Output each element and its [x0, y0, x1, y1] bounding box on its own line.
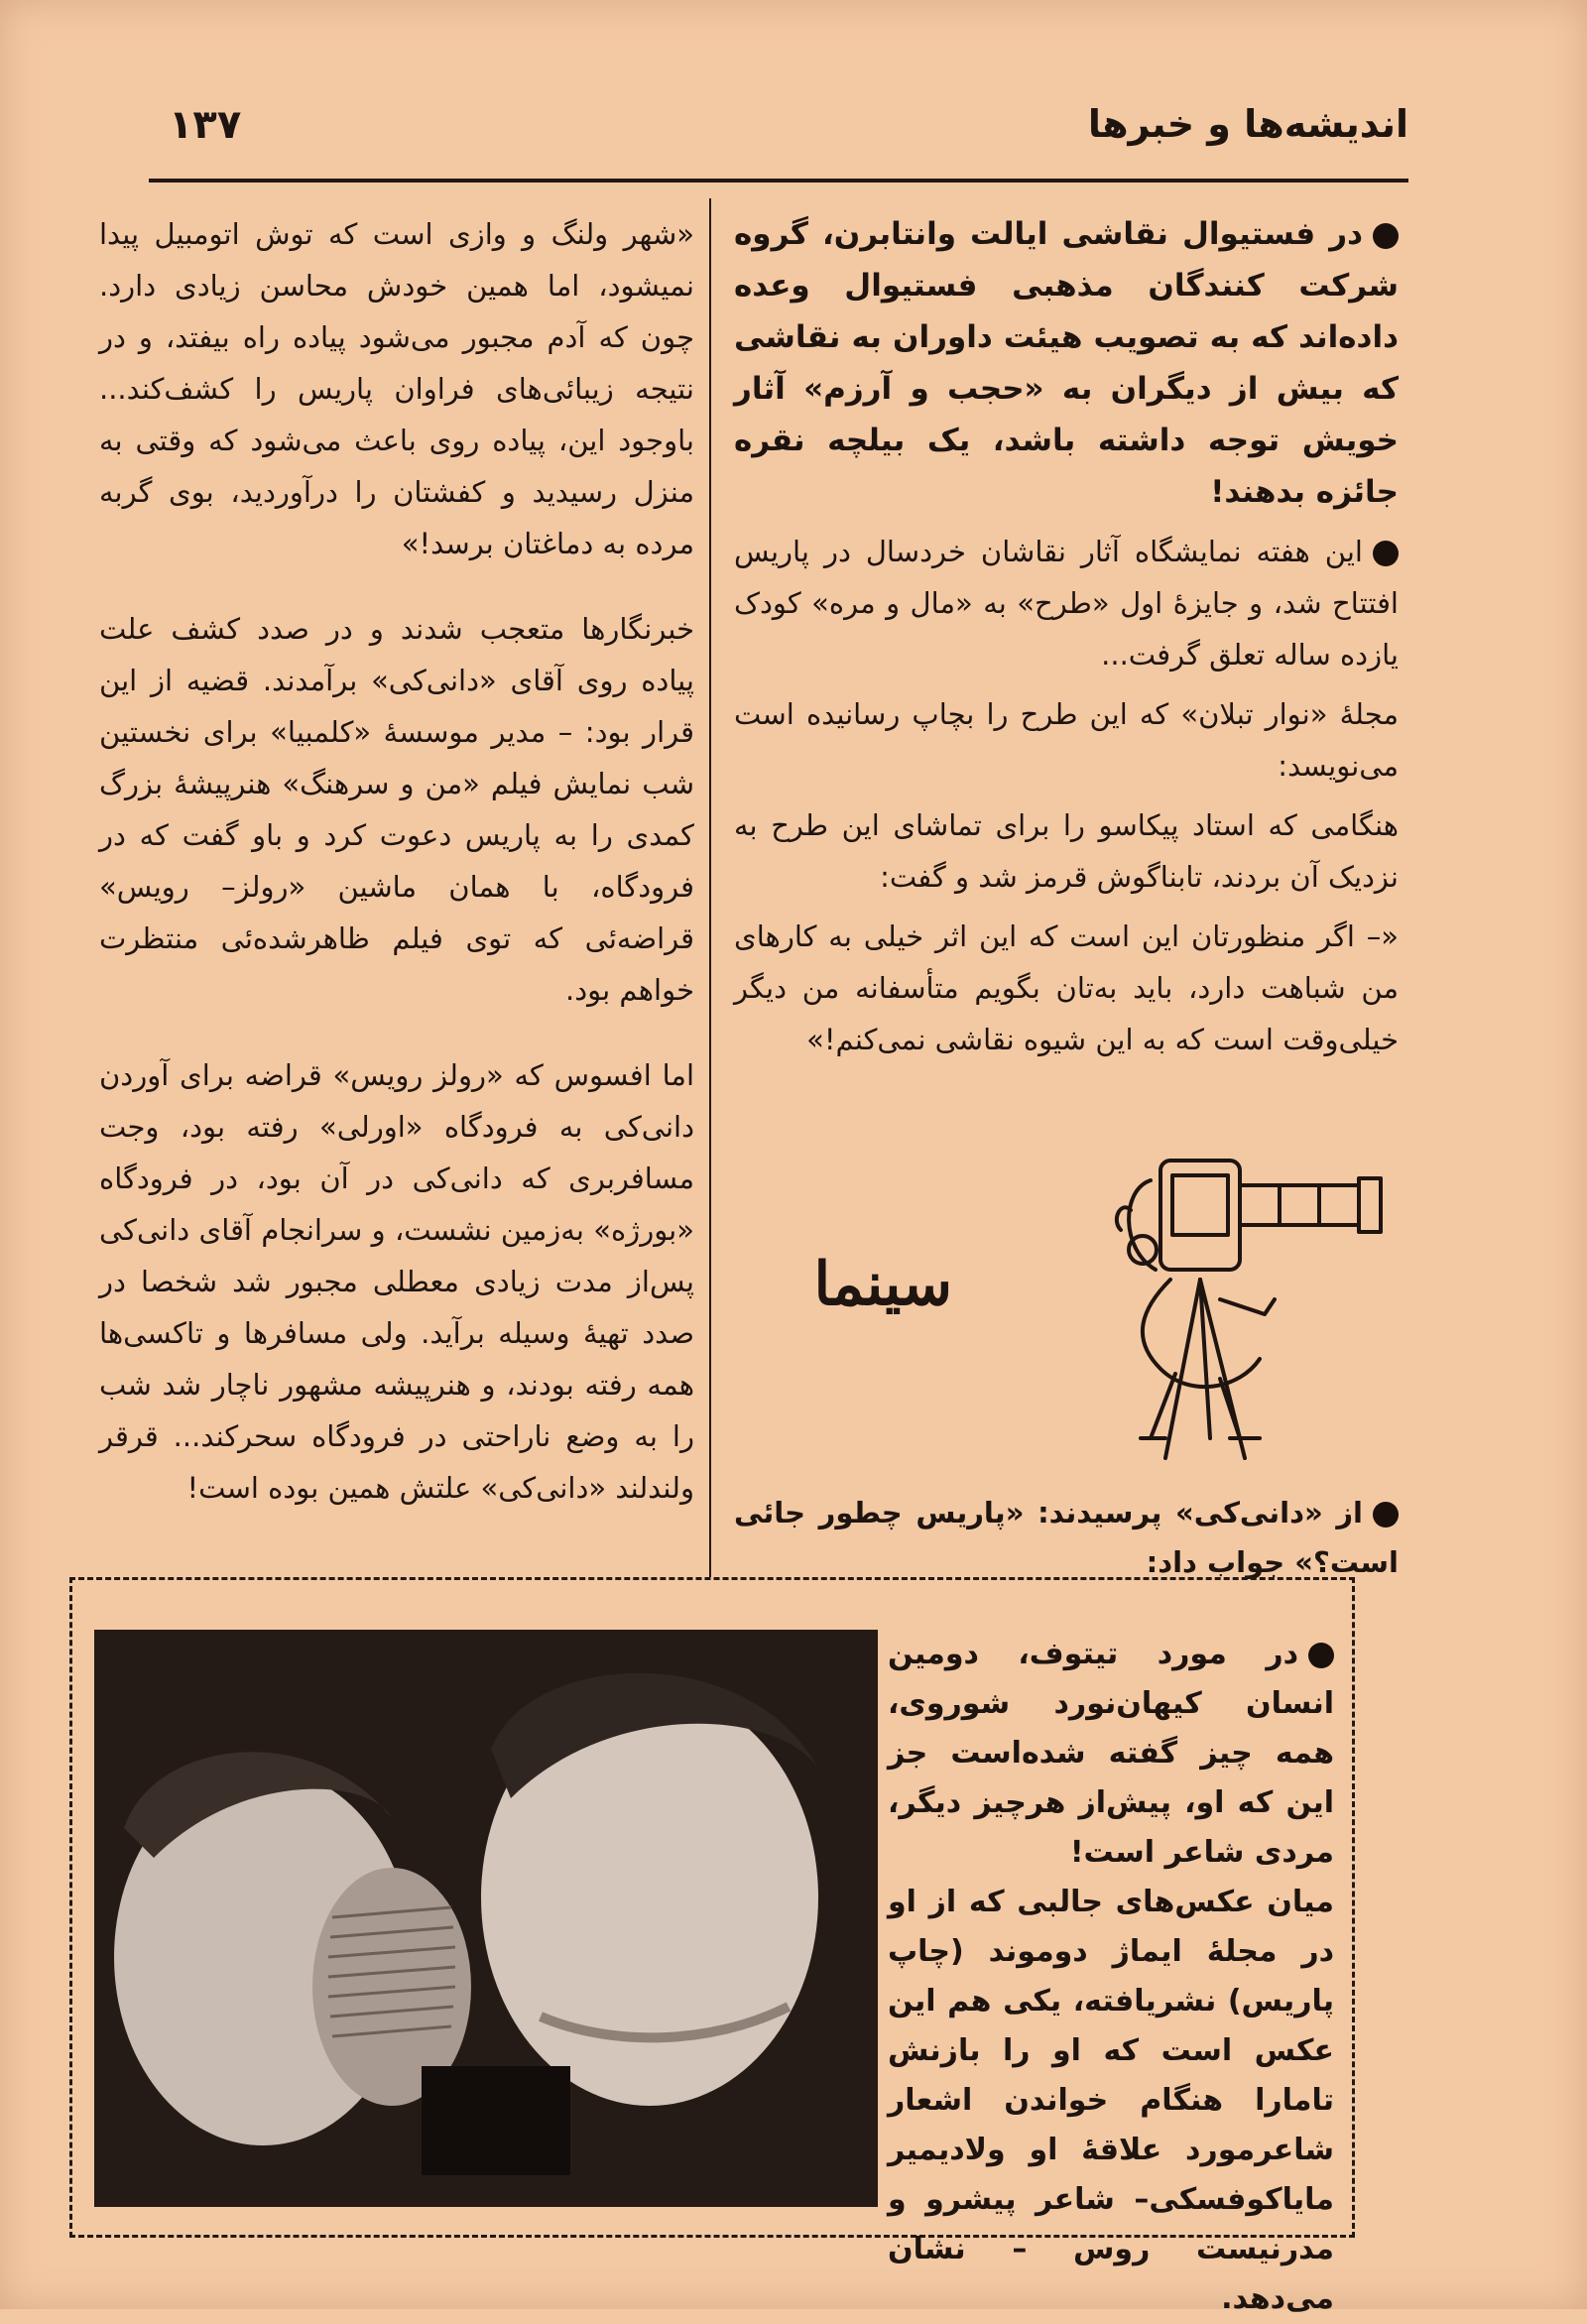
section-title: اندیشه‌ها و خبرها	[1087, 102, 1408, 146]
news-item-festival-text: در فستیوال نقاشی ایالت وانتابرن، گروه شرکت کنندگان مذهبی فستیوال وعده داده‌اند که به تصویب هیئت داوران به نقاشی که بیش از دیگران به «حجب و آرزم» آثار خویش توجه داشته باشد، یک بیلچه نقره جائزه بدهند!	[734, 216, 1399, 510]
paragraph: اما افسوس که «رولز رویس» قراضه برای آوردن دانی‌کی به فرودگاه «اورلی» رفته بود، وجت مسافربری که دانی‌کی در آن بود، در فرودگاه «بورژه» به‌زمین نشست، و سرانجام آقای دانی‌کی پس‌از مدت زیادی معطلی مجبور شد شخصا در صدد تهیهٔ وسیله برآید. ولی مسافرها و تاکسی‌ها همه رفته بودند، و هنرپیشه مشهور ناچار شد شب را به وضع ناراحتی در فرودگاه سحرکند... قرقر ولندلند «دانی‌کی» علتش همین بوده است!	[99, 1058, 694, 1505]
titov-photo	[94, 1630, 878, 2207]
paragraph: هنگامی که استاد پیکاسو را برای تماشای این طرح به نزدیک آن بردند، تابناگوش قرمز شد و گفت:	[734, 808, 1399, 894]
bullet-icon	[1308, 1643, 1334, 1668]
news-item-question-text: از «دانی‌کی» پرسیدند: «پاریس چطور جائی است؟» جواب داد:	[734, 1496, 1399, 1579]
paragraph: مجلهٔ «نوار تبلان» که این طرح را بچاپ رسانیده است می‌نویسد:	[734, 697, 1399, 783]
news-item-exhibition	[734, 526, 1399, 680]
danny-kaye-quote: «شهر ولنگ و وازی است که توش اتومبیل پیدا نمیشود، اما همین خودش محاسن زیادی دارد. چون که آدم مجبور می‌شود پیاده راه بیفتد، و در نتیجه زیبائی‌های فراوان پاریس را کشف‌کند... باوجود این، پیاده روی باعث می‌شود که وقتی به منزل رسیدید و کفشتان را درآوردید، بوی گربه مرده به دماغتان برسد!»	[99, 217, 694, 560]
news-item-question	[734, 1488, 1399, 1587]
column-divider	[709, 198, 711, 1577]
left-column	[99, 208, 694, 1522]
page-number: ۱۳۷	[169, 102, 242, 148]
titov-feature-box	[69, 1577, 1355, 2316]
cinema-section-header	[813, 1141, 1389, 1478]
bullet-icon	[1373, 541, 1399, 566]
news-item-exhibition-text: این هفته نمایشگاه آثار نقاشان خردسال در پاریس افتتاح شد، و جایزهٔ اول «طرح» به «مال و مره» کودک یازده ساله تعلق گرفت...	[734, 535, 1399, 672]
photo-illustration	[94, 1630, 878, 2207]
paragraph: خبرنگارها متعجب شدند و در صدد کشف علت پیاده روی آقای «دانی‌کی» برآمدند. قضیه از این قرار بود: – مدیر موسسهٔ «کلمبیا» برای نخستین شب نمایش فیلم «من و سرهنگ» هنرپیشهٔ بزرگ کمدی را به پاریس دعوت کرد و باو گفت که در فرودگاه، با همان ماشین «رولز– رویس» قراضه‌ئی که توی فیلم ظاهرشده‌ئی منتظرت خواهم بود.	[99, 612, 694, 1007]
right-column	[734, 208, 1399, 1073]
cinema-title: سینما	[813, 1250, 952, 1319]
titov-article	[888, 1630, 1334, 2324]
picasso-quote: «– اگر منظورتان این است که این اثر خیلی به کارهای من شباهت دارد، باید به‌تان بگویم متأسفانه من دیگر خیلی‌وقت است که به این شیوه نقاشی نمی‌کنم!»	[734, 919, 1399, 1056]
titov-intro-text: در مورد تیتوف، دومین انسان کیهان‌نورد شوروی، همه چیز گفته شده‌است جز این که او، پیش‌از هرچیز دیگر، مردی شاعر است!	[888, 1637, 1334, 1870]
page-header	[149, 94, 1408, 164]
header-rule	[149, 179, 1408, 183]
bullet-icon	[1373, 1502, 1399, 1528]
news-item-festival	[734, 208, 1399, 518]
bullet-icon	[1373, 223, 1399, 249]
titov-photo-caption: میان عکس‌های جالبی که از او در مجلهٔ ایماژ دوموند (چاپ پاریس) نشریافته، یکی هم این عکس است که او را بازنش تامارا هنگام خواندن اشعار شاعرمورد علاقهٔ او ولادیمیر مایاکوفسکی– شاعر پیشرو و مدرنیست روس – نشان می‌دهد.	[888, 1885, 1334, 2316]
titov-intro	[888, 1630, 1334, 1878]
